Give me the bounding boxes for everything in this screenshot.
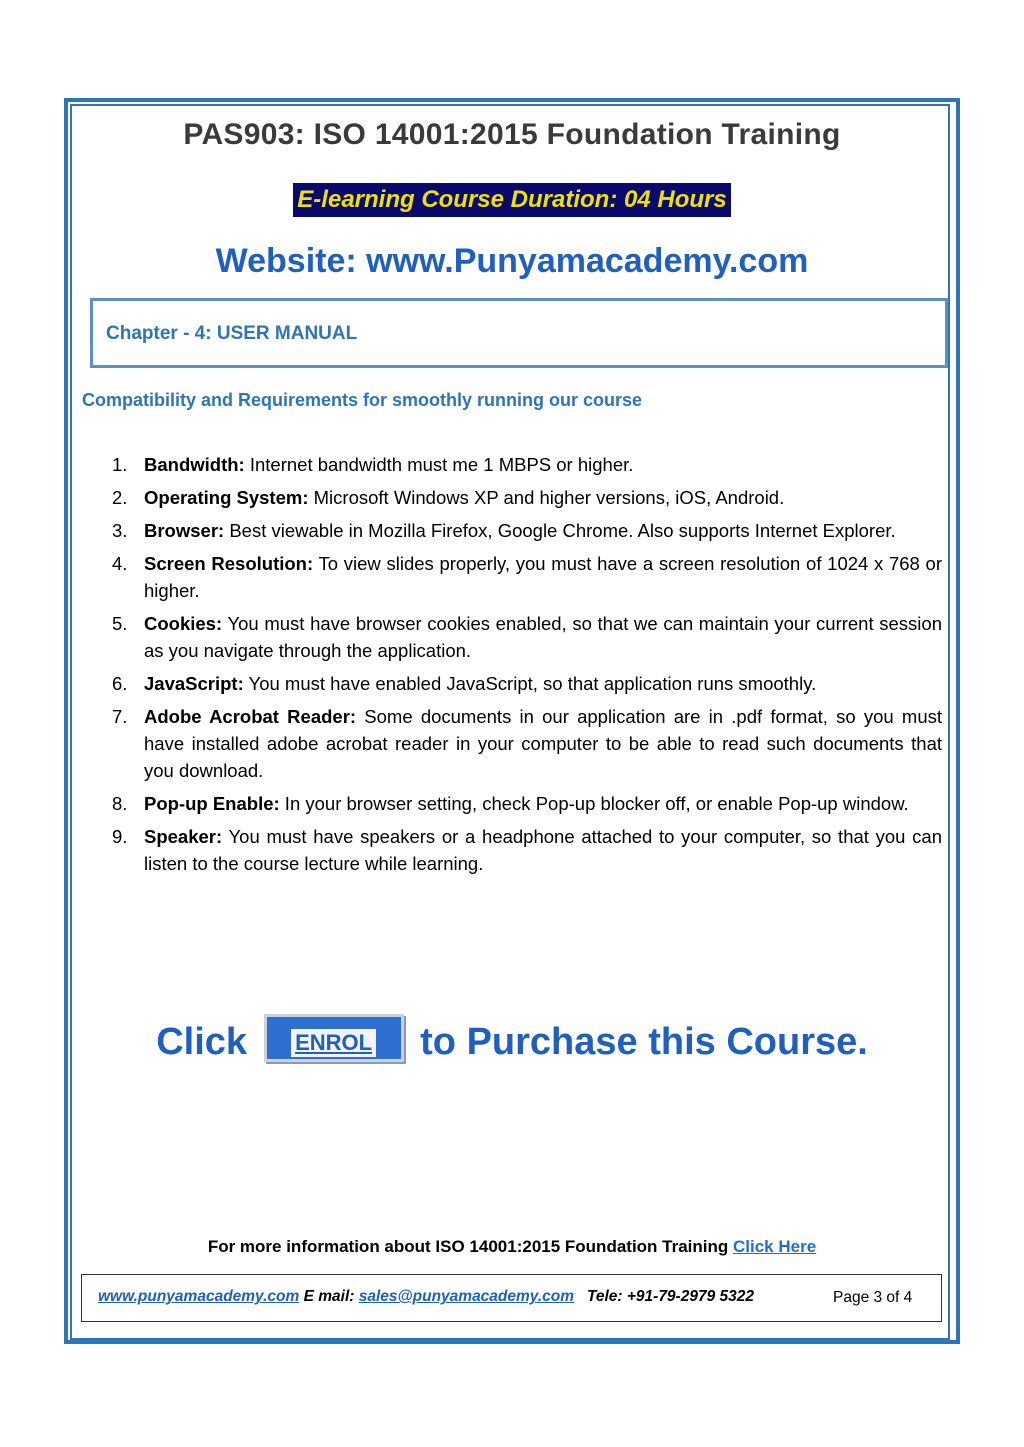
list-item: 7. Adobe Acrobat Reader: Some documents in our application are in .pdf format, so you must have installed adobe acrobat reader in your computer to be able to read such documents that you download. bbox=[112, 706, 942, 781]
page-number: Page 3 of 4 bbox=[833, 1289, 913, 1306]
list-item: 2. Operating System: Microsoft Windows XP and higher versions, iOS, Android. bbox=[112, 487, 785, 508]
click-here-link[interactable]: Click Here bbox=[733, 1237, 817, 1256]
more-info-line bbox=[0, 1237, 1024, 1257]
more-info-text: For more information about ISO 14001:2015 Foundation Training bbox=[207, 1237, 733, 1256]
footer-email-label: E mail: bbox=[303, 1288, 355, 1305]
item-text: Best viewable in Mozilla Firefox, Google Chrome. Also supports Internet Explorer. bbox=[224, 520, 896, 541]
enrol-line bbox=[0, 1020, 1024, 1068]
item-label: Browser: bbox=[144, 520, 225, 541]
compat-heading: Compatibility and Requirements for smoothly running our course bbox=[82, 390, 643, 410]
footer-contact bbox=[98, 1288, 754, 1306]
list-item: 1. Bandwidth: Internet bandwidth must me 1 MBPS or higher. bbox=[112, 454, 634, 475]
website-heading: Website: www.Punyamacademy.com bbox=[215, 242, 809, 280]
footer-site-link[interactable]: www.punyamacademy.com bbox=[98, 1288, 300, 1305]
list-item: 4. Screen Resolution: To view slides properly, you must have a screen resolution of 1024 x 768 or higher. bbox=[112, 553, 942, 601]
item-label: Pop-up Enable: bbox=[144, 793, 280, 814]
item-label: Cookies: bbox=[144, 613, 223, 634]
enrol-button[interactable] bbox=[264, 1014, 404, 1062]
footer-tele: Tele: +91-79-2979 5322 bbox=[586, 1288, 754, 1305]
item-text: Microsoft Windows XP and higher versions, iOS, Android. bbox=[308, 487, 785, 508]
item-label: Screen Resolution: bbox=[144, 553, 314, 574]
list-item: 6. JavaScript: You must have enabled JavaScript, so that application runs smoothly. bbox=[112, 673, 817, 694]
item-text: Some documents in our application are in .pdf format, so you must have installed adobe acrobat reader in your computer to be able to read such documents that you download. bbox=[144, 706, 942, 781]
item-text: Internet bandwidth must me 1 MBPS or higher. bbox=[244, 454, 634, 475]
requirements-list bbox=[108, 451, 942, 883]
duration-banner-wrap bbox=[0, 183, 1024, 217]
item-text: In your browser setting, check Pop-up blocker off, or enable Pop-up window. bbox=[279, 793, 909, 814]
item-label: Bandwidth: bbox=[144, 454, 245, 475]
chapter-label: Chapter - 4: USER MANUAL bbox=[106, 323, 358, 344]
enrol-click-text: Click bbox=[156, 1021, 248, 1064]
item-label: Speaker: bbox=[144, 826, 223, 847]
footer-email-link[interactable]: sales@punyamacademy.com bbox=[358, 1288, 575, 1305]
duration-banner: E-learning Course Duration: 04 Hours bbox=[293, 183, 730, 217]
enrol-after-text: to Purchase this Course. bbox=[420, 1021, 868, 1064]
item-label: Operating System: bbox=[144, 487, 309, 508]
item-text: To view slides properly, you must have a screen resolution of 1024 x 768 or higher. bbox=[144, 553, 942, 601]
item-text: You must have browser cookies enabled, so that we can maintain your current session as you navigate through the application. bbox=[144, 613, 942, 661]
enrol-button-label[interactable]: ENROL bbox=[291, 1029, 376, 1057]
item-text: You must have enabled JavaScript, so that application runs smoothly. bbox=[243, 673, 817, 694]
list-item: 5. Cookies: You must have browser cookies enabled, so that we can maintain your current session as you navigate through the application. bbox=[112, 613, 942, 661]
list-item: 8. Pop-up Enable: In your browser setting, check Pop-up blocker off, or enable Pop-up window. bbox=[112, 793, 909, 814]
item-label: JavaScript: bbox=[144, 673, 244, 694]
item-text: You must have speakers or a headphone attached to your computer, so that you can listen to the course lecture while learning. bbox=[144, 826, 942, 874]
page-title: PAS903: ISO 14001:2015 Foundation Training bbox=[183, 118, 841, 151]
list-item: 9. Speaker: You must have speakers or a headphone attached to your computer, so that you can listen to the course lecture while learning. bbox=[112, 826, 942, 874]
list-item: 3. Browser: Best viewable in Mozilla Firefox, Google Chrome. Also supports Internet Explorer. bbox=[112, 520, 896, 541]
item-label: Adobe Acrobat Reader: bbox=[144, 706, 357, 727]
